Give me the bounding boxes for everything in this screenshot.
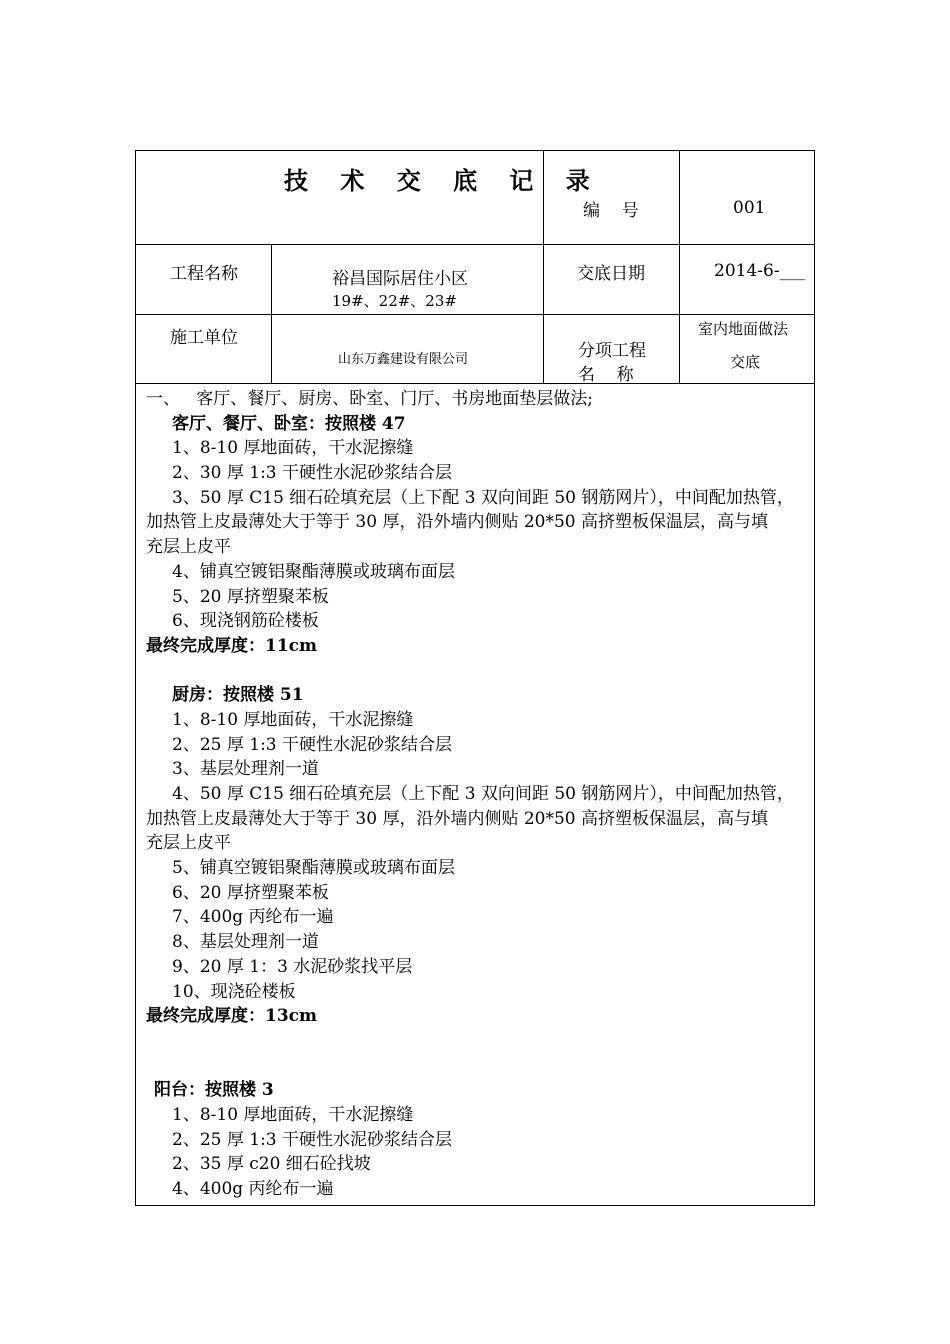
date-label: 交底日期 <box>577 264 645 284</box>
list-item: 10、现浇砼楼板 <box>172 981 296 1002</box>
number-label: 编 号 <box>583 201 639 221</box>
date-value: 2014-6-___ <box>714 261 806 281</box>
list-item: 6、现浇钢筋砼楼板 <box>172 611 319 632</box>
subitem-label-line1: 分项工程 <box>578 341 646 361</box>
list-item: 2、35 厚 c20 细石砼找坡 <box>172 1154 371 1175</box>
list-item: 5、铺真空镀铝聚酯薄膜或玻璃布面层 <box>172 858 455 879</box>
project-name-line2: 19#、22#、23# <box>332 292 457 310</box>
construction-unit-value: 山东万鑫建设有限公司 <box>338 352 469 367</box>
project-name-line1: 裕昌国际居住小区 <box>332 269 468 289</box>
row-divider-2 <box>136 314 814 315</box>
kitchen-total-thickness: 最终完成厚度：13cm <box>146 1006 317 1027</box>
subitem-value-line2: 交底 <box>730 353 761 371</box>
number-value: 001 <box>733 198 766 218</box>
list-item-continued: 加热管上皮最薄处大于等于 30 厚，沿外墙内侧贴 20*50 高挤塑板保温层，高与填 <box>146 512 769 533</box>
list-item: 2、25 厚 1:3 干硬性水泥砂浆结合层 <box>172 734 453 755</box>
list-item: 5、20 厚挤塑聚苯板 <box>172 586 329 607</box>
construction-unit-label: 施工单位 <box>170 328 238 348</box>
page-title: 技 术 交 底 记 录 <box>284 166 602 195</box>
col-divider-1 <box>271 244 272 383</box>
list-item-continued: 充层上皮平 <box>146 537 231 558</box>
list-item: 2、30 厚 1:3 干硬性水泥砂浆结合层 <box>172 463 453 484</box>
kitchen-heading: 厨房：按照楼 51 <box>172 685 304 706</box>
disclosure-record-table <box>135 150 815 1206</box>
list-item: 7、400g 丙纶布一遍 <box>172 907 334 928</box>
list-item: 1、8-10 厚地面砖，干水泥擦缝 <box>172 1104 414 1125</box>
living-heading: 客厅、餐厅、卧室：按照楼 47 <box>172 413 406 434</box>
living-total-thickness: 最终完成厚度：11cm <box>146 635 317 656</box>
list-item: 6、20 厚挤塑聚苯板 <box>172 882 329 903</box>
list-item: 4、400g 丙纶布一遍 <box>172 1179 334 1200</box>
list-item: 4、铺真空镀铝聚酯薄膜或玻璃布面层 <box>172 561 455 582</box>
col-divider-3 <box>679 151 680 383</box>
list-item: 4、50 厚 C15 细石砼填充层（上下配 3 双向间距 50 钢筋网片），中间配加热管， <box>172 784 794 804</box>
list-item-continued: 加热管上皮最薄处大于等于 30 厚，沿外墙内侧贴 20*50 高挤塑板保温层，高与填 <box>146 808 769 829</box>
project-name-label: 工程名称 <box>170 264 238 284</box>
disclosure-content <box>146 387 810 1202</box>
row-divider-1 <box>136 244 814 245</box>
list-item-continued: 充层上皮平 <box>146 833 231 854</box>
list-item: 2、25 厚 1:3 干硬性水泥砂浆结合层 <box>172 1129 453 1150</box>
list-item: 3、基层处理剂一道 <box>172 759 319 780</box>
subitem-value-line1: 室内地面做法 <box>698 320 789 338</box>
list-item: 8、基层处理剂一道 <box>172 932 319 953</box>
list-item: 9、20 厚 1：3 水泥砂浆找平层 <box>172 956 413 977</box>
list-item: 1、8-10 厚地面砖，干水泥擦缝 <box>172 709 414 730</box>
row-divider-3 <box>136 383 814 384</box>
intro-line: 一、 客厅、餐厅、厨房、卧室、门厅、书房地面垫层做法; <box>146 389 593 409</box>
balcony-heading: 阳台：按照楼 3 <box>154 1080 274 1101</box>
list-item: 3、50 厚 C15 细石砼填充层（上下配 3 双向间距 50 钢筋网片），中间配加热管， <box>172 487 794 508</box>
subitem-label-line2: 名 称 <box>578 365 634 385</box>
list-item: 1、8-10 厚地面砖，干水泥擦缝 <box>172 438 414 459</box>
